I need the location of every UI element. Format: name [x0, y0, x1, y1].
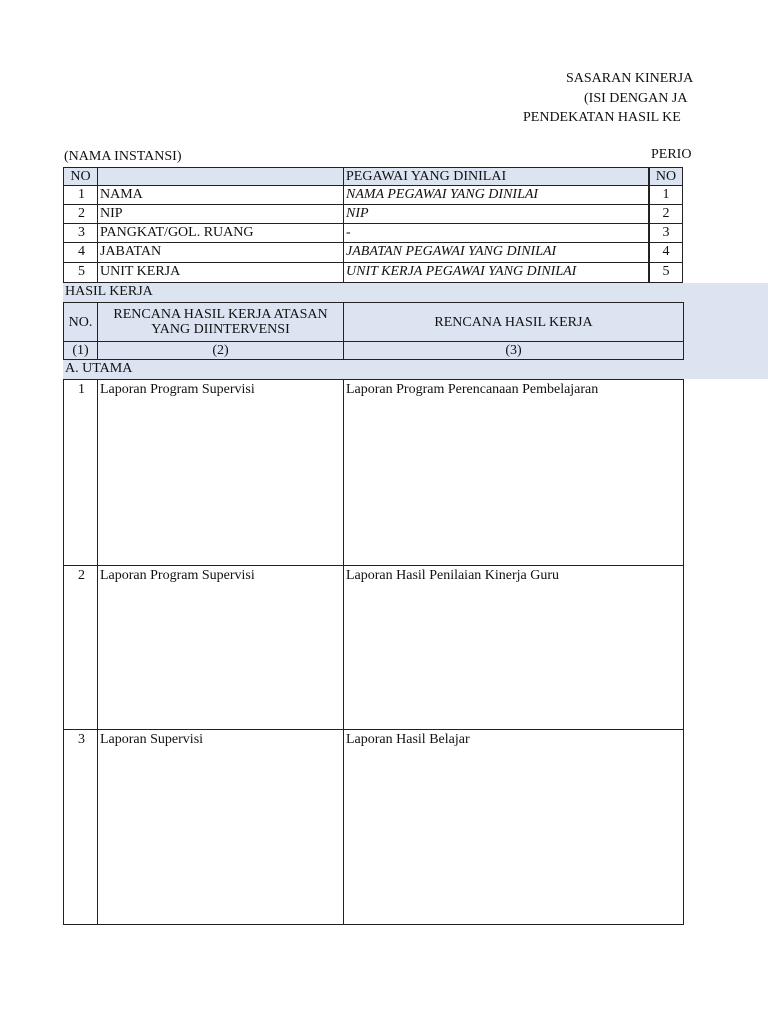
pegawai-row-label: NIP — [97, 204, 344, 224]
atasan-row-no: 2 — [649, 204, 683, 224]
atasan-row-no: 3 — [649, 223, 683, 243]
hasil-row-atasan: Laporan Program Supervisi — [97, 379, 344, 566]
hasil-kerja-label: HASIL KERJA — [65, 284, 153, 299]
hasil-row-atasan: Laporan Supervisi — [97, 729, 344, 925]
pegawai-row-value: UNIT KERJA PEGAWAI YANG DINILAI — [343, 262, 649, 283]
right-shaded-band — [683, 283, 768, 379]
hasil-row-no: 1 — [63, 379, 98, 566]
title-line-2: (ISI DENGAN JA — [584, 91, 688, 106]
title-line-1: SASARAN KINERJA — [566, 71, 694, 86]
pegawai-header-value: PEGAWAI YANG DINILAI — [343, 167, 649, 186]
utama-band — [63, 360, 683, 379]
pegawai-row-label: PANGKAT/GOL. RUANG — [97, 223, 344, 243]
hasil-num-atasan: (2) — [97, 341, 344, 360]
atasan-header-no: NO — [649, 167, 683, 186]
hasil-row-rencana: Laporan Hasil Penilaian Kinerja Guru — [343, 565, 684, 730]
hasil-header-atasan: RENCANA HASIL KERJA ATASAN YANG DIINTERVENSI — [97, 302, 344, 342]
pegawai-row-label: NAMA — [97, 185, 344, 205]
atasan-row-no: 5 — [649, 262, 683, 283]
periode-label: PERIO — [651, 147, 692, 162]
pegawai-row-no: 3 — [63, 223, 98, 243]
pegawai-row-no: 2 — [63, 204, 98, 224]
instansi-label: (NAMA INSTANSI) — [64, 149, 182, 164]
hasil-header-rencana: RENCANA HASIL KERJA — [343, 302, 684, 342]
pegawai-header-no: NO — [63, 167, 98, 186]
pegawai-row-label: UNIT KERJA — [97, 262, 344, 283]
pegawai-row-no: 4 — [63, 242, 98, 263]
hasil-kerja-band — [63, 283, 683, 302]
pegawai-row-value: JABATAN PEGAWAI YANG DINILAI — [343, 242, 649, 263]
hasil-row-atasan: Laporan Program Supervisi — [97, 565, 344, 730]
hasil-num-rencana: (3) — [343, 341, 684, 360]
pegawai-row-no: 1 — [63, 185, 98, 205]
pegawai-row-value: - — [343, 223, 649, 243]
atasan-row-no: 4 — [649, 242, 683, 263]
atasan-row-no: 1 — [649, 185, 683, 205]
pegawai-row-label: JABATAN — [97, 242, 344, 263]
pegawai-row-value: NAMA PEGAWAI YANG DINILAI — [343, 185, 649, 205]
hasil-row-rencana: Laporan Hasil Belajar — [343, 729, 684, 925]
title-line-3: PENDEKATAN HASIL KE — [523, 110, 681, 125]
pegawai-row-value: NIP — [343, 204, 649, 224]
hasil-row-no: 2 — [63, 565, 98, 730]
pegawai-row-no: 5 — [63, 262, 98, 283]
hasil-num-no: (1) — [63, 341, 98, 360]
hasil-row-rencana: Laporan Program Perencanaan Pembelajaran — [343, 379, 684, 566]
hasil-header-no: NO. — [63, 302, 98, 342]
utama-label: A. UTAMA — [65, 361, 133, 376]
pegawai-header-label — [97, 167, 344, 186]
hasil-row-no: 3 — [63, 729, 98, 925]
